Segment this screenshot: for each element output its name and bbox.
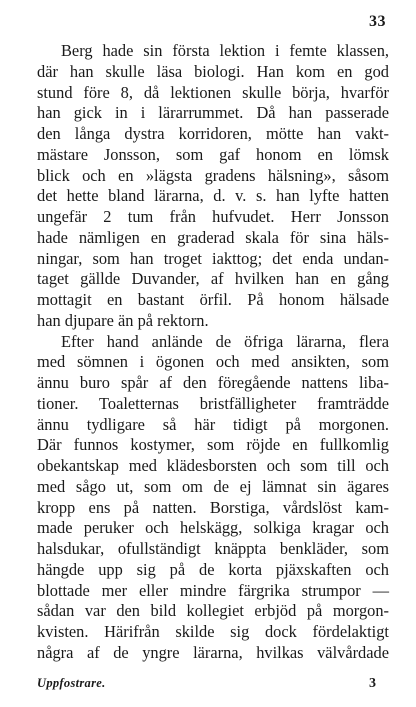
sheet-number: 3 bbox=[369, 676, 376, 691]
text-line: blottade mer eller mindre färgrika strumpor — bbox=[37, 580, 389, 600]
text-line: mästare Jonsson, som gaf honom en lömsk bbox=[37, 144, 389, 164]
text-line: Efter hand anlände de öfriga lärarna, flera bbox=[61, 331, 389, 351]
body-text bbox=[37, 41, 389, 664]
text-line: hängde upp sig på de korta pjäxskaften och bbox=[37, 559, 389, 579]
text-line: sådan var den bild kollegiet erbjöd på morgon- bbox=[37, 601, 389, 621]
text-line: halsdukar, ofullständigt knäppta benkläder, som bbox=[37, 539, 389, 558]
text-line: med sömnen i ögonen och med ansikten, som bbox=[37, 352, 389, 372]
text-line: stund före 8, då lektionen skulle börja, hvarför bbox=[37, 82, 389, 102]
text-line: ännu tydligare så här tidigt på morgonen. bbox=[37, 414, 389, 434]
text-line: några af de yngre lärarna, hvilkas välvårdade bbox=[37, 642, 389, 662]
text-line: han djupare än på rektorn. bbox=[37, 310, 209, 330]
text-line: ningar, som han troget iakttog; det enda undan- bbox=[37, 248, 389, 268]
text-line: Där funnos kostymer, som röjde en fullkomlig bbox=[37, 435, 389, 455]
text-line: Berg hade sin första lektion i femte klassen, bbox=[61, 41, 389, 60]
text-line: obekantskap med klädesborsten och som till och bbox=[37, 456, 389, 475]
text-line: tioner. Toaletternas bristfälligheter framträdde bbox=[37, 393, 389, 413]
text-line: blick och en »lägsta gradens hälsning», såsom bbox=[37, 165, 389, 185]
text-line: kvisten. Härifrån skilde sig dock fördelaktigt bbox=[37, 622, 389, 641]
page-footer bbox=[37, 676, 376, 696]
text-line: den långa dystra korridoren, mötte han vakt- bbox=[37, 124, 389, 143]
text-line: ännu buro spår af den föregående nattens liba- bbox=[37, 373, 389, 392]
signature-mark: Uppfostrare. bbox=[37, 676, 106, 690]
text-line: mottagit en bastant örfil. På honom hälsade bbox=[37, 290, 389, 309]
text-line: han gick in i lärarrummet. Då han passerade bbox=[37, 103, 389, 123]
text-line: hade nämligen en graderad skala för sina häls- bbox=[37, 227, 389, 247]
paragraph-1 bbox=[37, 41, 389, 332]
text-line: där han skulle läsa biologi. Han kom en god bbox=[37, 61, 389, 81]
text-line: ungefär 2 tum från hufvudet. Herr Jonsson bbox=[37, 207, 389, 226]
page-number: 33 bbox=[369, 13, 386, 30]
text-line: made peruker och helskägg, solkiga kragar och bbox=[37, 518, 389, 538]
text-line: taget gällde Duvander, af hvilken han en gång bbox=[37, 269, 389, 289]
paragraph-2 bbox=[37, 332, 389, 664]
text-line: det hette bland lärarna, d. v. s. han lyfte hatten bbox=[37, 186, 389, 206]
text-line: kropp ens på natten. Borstiga, vårdslöst kam- bbox=[37, 497, 389, 517]
text-line: med sågo ut, som om de ej lämnat sin ägares bbox=[37, 476, 389, 496]
